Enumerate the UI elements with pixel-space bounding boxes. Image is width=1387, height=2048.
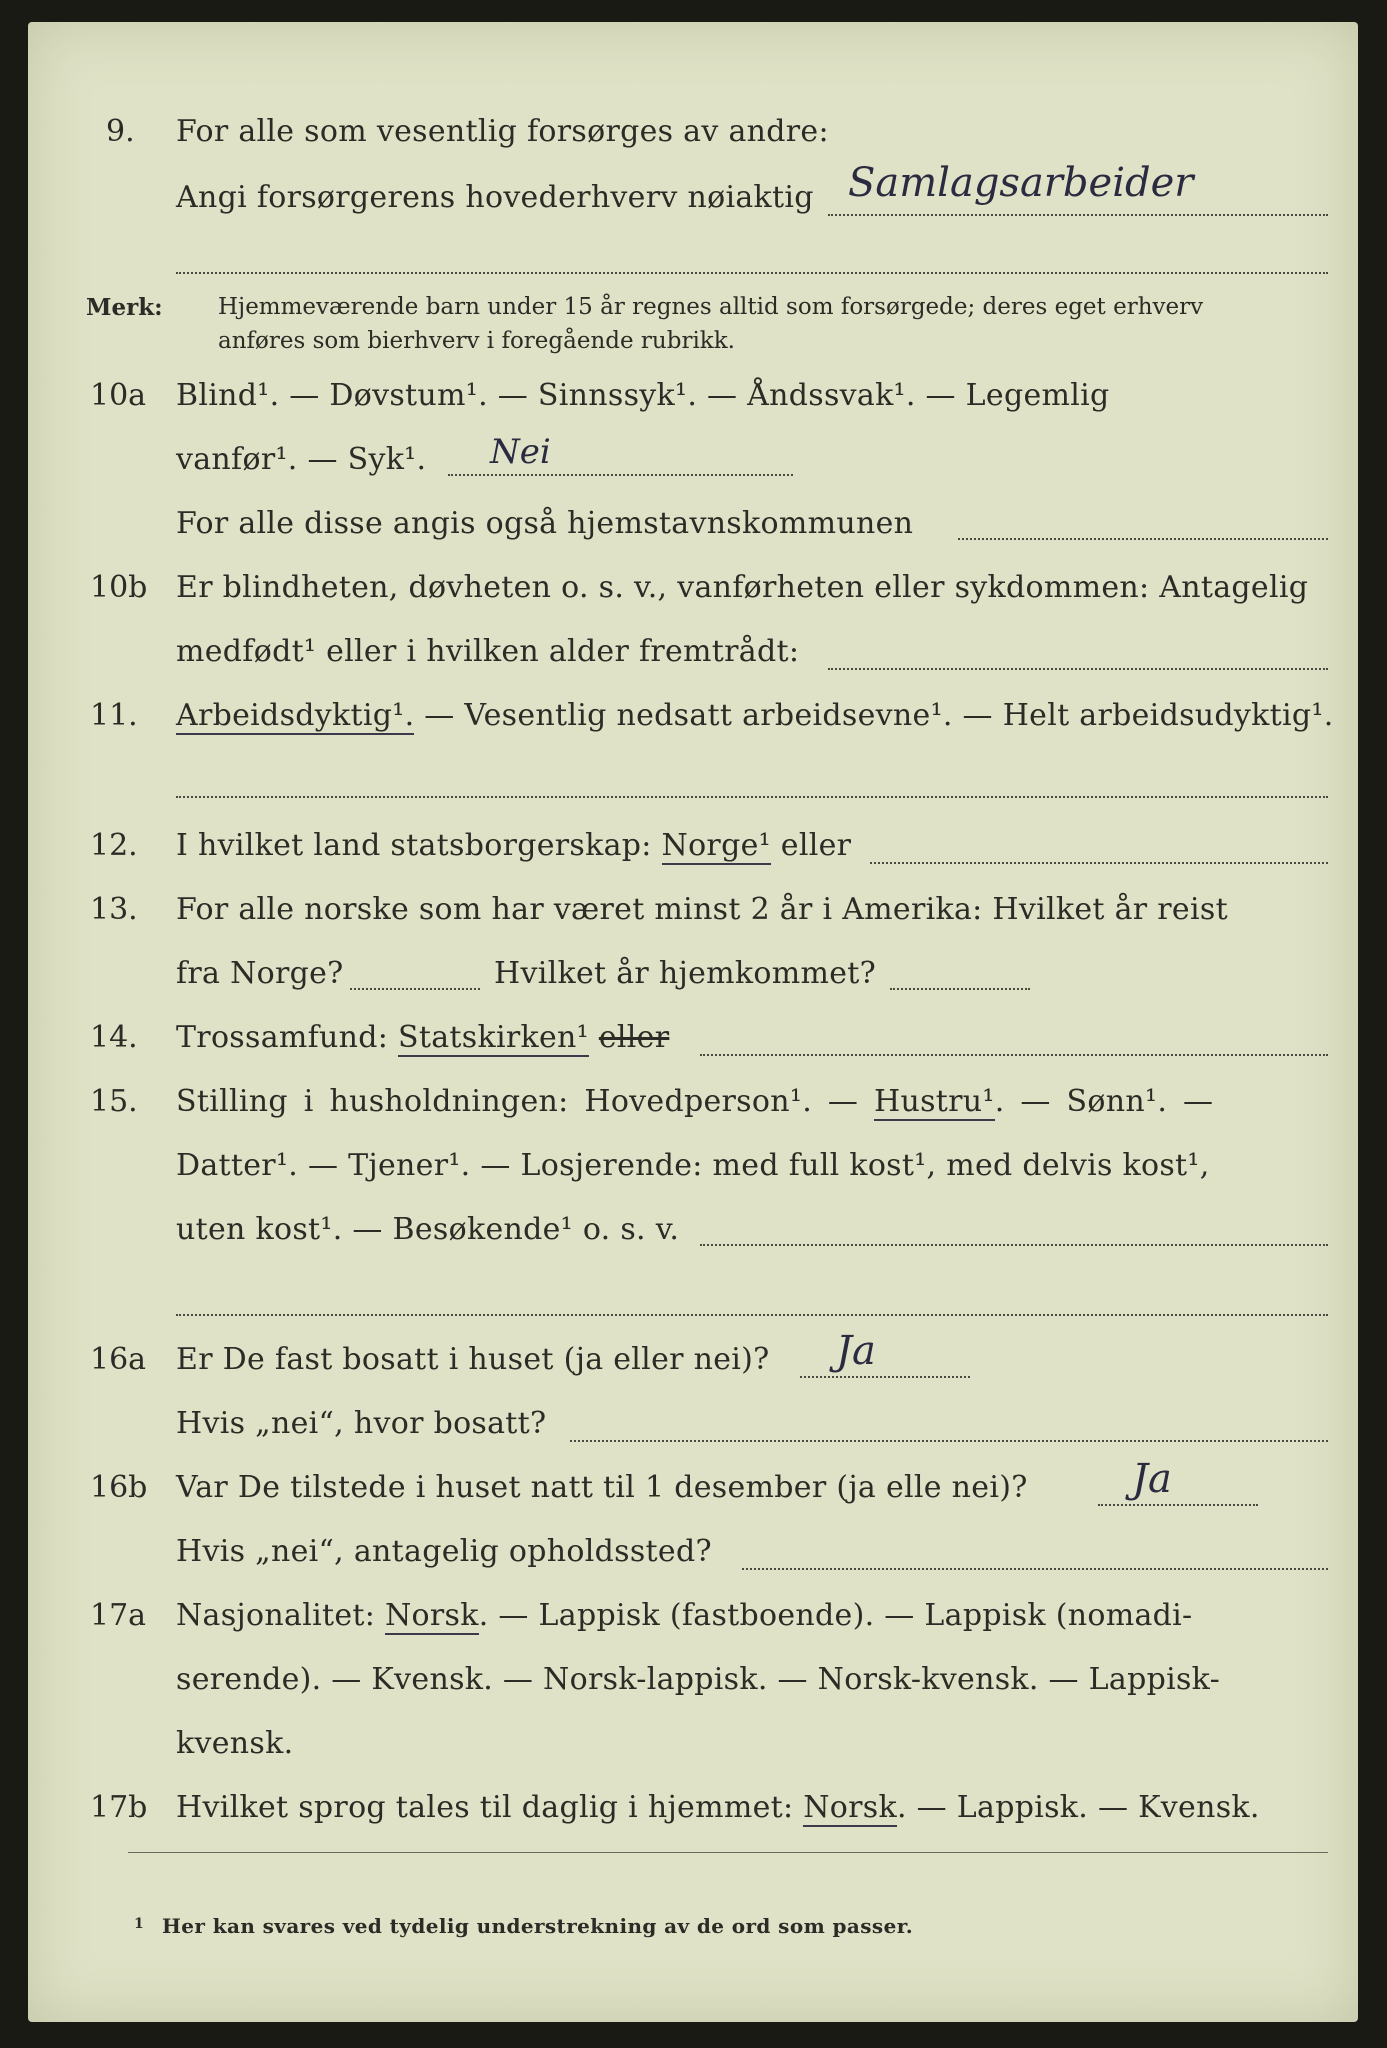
q11-text: [176, 698, 1334, 733]
q14-number: 14.: [90, 1020, 138, 1055]
footnote-divider: [128, 1852, 1328, 1853]
q10a-home-municipality-line: [958, 538, 1328, 540]
q17b-text: [176, 1790, 1260, 1825]
q15-answer-line: [700, 1244, 1328, 1246]
q15-line1: [176, 1084, 1213, 1119]
merk-line1: Hjemmeværende barn under 15 år regnes alltid som forsørgede; deres eget erhverv: [218, 294, 1204, 320]
q11-number: 11.: [90, 698, 138, 733]
q13-line2b: Hvilket år hjemkommet?: [494, 956, 877, 991]
q15-line1b: . — Sønn¹. —: [994, 1084, 1214, 1119]
footnote-text: Her kan svares ved tydelig understrekning av de ord som passer.: [162, 1914, 914, 1938]
q17a-number: 17a: [90, 1598, 147, 1633]
q10a-number: 10a: [90, 378, 147, 413]
q16b-whereabouts-line: [742, 1568, 1328, 1570]
q14-text: [176, 1020, 669, 1055]
q15-selected-option: Hustru¹: [874, 1084, 995, 1119]
q10a-answer: Nei: [490, 432, 551, 472]
q12-selected-option: Norge¹: [661, 828, 771, 863]
q10a-line3: For alle disse angis også hjemstavnskommunen: [176, 506, 914, 541]
q17b-selected-option: Norsk: [803, 1790, 897, 1825]
q17b-rest: . — Lappisk. — Kvensk.: [896, 1790, 1260, 1825]
q17a-line2: serende). — Kvensk. — Norsk-lappisk. — Norsk-kvensk. — Lappisk-: [176, 1662, 1221, 1697]
q9-answer-line: [828, 214, 1328, 216]
q9-answer: Samlagsarbeider: [848, 160, 1194, 206]
q14-answer-line: [700, 1054, 1328, 1056]
q10a-answer-line: [448, 474, 793, 476]
footnote-mark: 1: [134, 1916, 145, 1932]
q9-line2: Angi forsørgerens hovederhverv nøiaktig: [176, 180, 814, 215]
q13-number: 13.: [90, 892, 138, 927]
q15-extra-line: [176, 1314, 1328, 1316]
q16b-answer: Ja: [1132, 1456, 1172, 1502]
q11-selected-option: Arbeidsdyktig¹.: [176, 698, 415, 733]
q9-extra-line: [176, 272, 1328, 274]
q10a-line2: vanfør¹. — Syk¹.: [176, 442, 427, 477]
q16b-line2: Hvis „nei“, antagelig opholdssted?: [176, 1534, 712, 1569]
merk-line2: anføres som bierhverv i foregående rubrikk.: [218, 328, 735, 354]
census-form-page: [28, 22, 1358, 2022]
q16a-residence-line: [570, 1440, 1328, 1442]
q13-line2a: fra Norge?: [176, 956, 344, 991]
q16a-answer-line: [800, 1376, 970, 1378]
q16b-line1: Var De tilstede i huset natt til 1 desember (ja elle nei)?: [176, 1470, 1028, 1505]
q11-rest: — Vesentlig nedsatt arbeidsevne¹. — Helt arbeidsudyktig¹.: [414, 698, 1334, 733]
q15-line2: Datter¹. — Tjener¹. — Losjerende: med full kost¹, med delvis kost¹,: [176, 1148, 1210, 1183]
q16a-number: 16a: [90, 1342, 147, 1377]
q12-number: 12.: [90, 828, 138, 863]
q17a-line3: kvensk.: [176, 1726, 294, 1761]
q16a-line2: Hvis „nei“, hvor bosatt?: [176, 1406, 547, 1441]
q16b-number: 16b: [90, 1470, 148, 1505]
q15-line3: uten kost¹. — Besøkende¹ o. s. v.: [176, 1212, 680, 1247]
q12-answer-line: [870, 862, 1328, 864]
q16b-answer-line: [1098, 1504, 1258, 1506]
q15-number: 15.: [90, 1084, 138, 1119]
q10a-line1: Blind¹. — Døvstum¹. — Sinnssyk¹. — Åndssvak¹. — Legemlig: [176, 378, 1110, 413]
q15-line1a: Stilling i husholdningen: Hovedperson¹. —: [176, 1084, 874, 1119]
q13-return-year-line: [890, 988, 1030, 990]
q12-pre: I hvilket land statsborgerskap:: [176, 828, 662, 863]
q12-post: eller: [770, 828, 852, 863]
q10b-number: 10b: [90, 570, 148, 605]
q13-departure-year-line: [350, 988, 480, 990]
q13-line1: For alle norske som har været minst 2 år i Amerika: Hvilket år reist: [176, 892, 1228, 927]
q14-pre: Trossamfund:: [176, 1020, 399, 1055]
q14-struck-word: eller: [598, 1020, 670, 1055]
q17b-pre: Hvilket sprog tales til daglig i hjemmet:: [176, 1790, 804, 1825]
q10b-line1: Er blindheten, døvheten o. s. v., vanførheten eller sykdommen: Antagelig: [176, 570, 1309, 605]
q16a-answer: Ja: [836, 1328, 876, 1374]
q10b-line2: medfødt¹ eller i hvilken alder fremtrådt:: [176, 634, 800, 669]
q17a-pre: Nasjonalitet:: [176, 1598, 385, 1633]
q14-selected-option: Statskirken¹: [398, 1020, 589, 1055]
q17a-selected-option: Norsk: [385, 1598, 479, 1633]
q11-extra-line: [176, 796, 1328, 798]
q17a-line1-rest: . — Lappisk (fastboende). — Lappisk (nomadi-: [478, 1598, 1193, 1633]
q12-text: [176, 828, 851, 863]
merk-label: Merk:: [86, 294, 163, 321]
q16a-line1: Er De fast bosatt i huset (ja eller nei)?: [176, 1342, 770, 1377]
q9-number: 9.: [106, 114, 135, 149]
q9-line1: For alle som vesentlig forsørges av andre:: [176, 114, 829, 149]
q17b-number: 17b: [90, 1790, 148, 1825]
q17a-line1: [176, 1598, 1193, 1633]
q10b-answer-line: [828, 668, 1328, 670]
